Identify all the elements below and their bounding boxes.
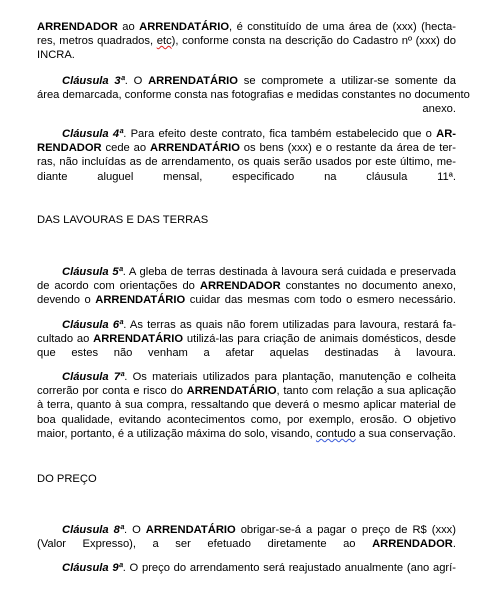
text-fragment: . Para efeito deste contrato, fica também estabelecido que o [123,128,437,140]
text-line [37,88,470,102]
text-fragment: cuidar das mesmas com todo o esmero necessário. [185,294,456,307]
party-name: ARRENDATÁRIO [150,142,240,155]
clause-number: Cláusula 8ª [62,524,124,536]
clause-number: Cláusula 6ª [62,319,124,331]
text-line [37,102,456,116]
text-fragment: que estes não venham a afetar aquelas destinadas à lavoura. [37,347,456,360]
text-fragment: os bens (xxx) e o restante da área de ter- [239,142,456,155]
party-name: ARRENDADOR [199,280,281,293]
text-fragment: . A gleba de terras destinada à lavoura será cuidada e preservada [122,266,456,278]
text-fragment: res, metros quadrados, [37,35,157,48]
text-line [37,34,456,48]
party-name: ARRENDATÁRIO [148,75,238,87]
spelling-error-word[interactable]: etc [156,35,172,48]
text-line [37,155,456,169]
party-name: ARRENDATÁRIO [186,385,277,398]
text-fragment: ras, não incluídas as de arrendamento, os quais serão usados por este último, me- [37,156,456,169]
paragraph-clause-8 [37,523,456,551]
text-fragment: devendo o [37,294,96,307]
text-line [37,427,456,441]
text-fragment: correrão por conta e risco do [37,385,187,398]
text-line [37,370,456,384]
paragraph-clause-3 [37,74,470,117]
text-fragment: anexo. [422,103,456,116]
text-fragment: maior, portanto, é a utilização máxima do solo, visando, [37,427,316,440]
text-line [37,537,456,551]
text-fragment: constantes no documento anexo, [280,280,456,293]
paragraph-clause-4 [37,127,456,184]
text-line [37,413,456,427]
party-name: ARRENDATÁRIO [145,524,236,536]
text-fragment: utilizá-las para criação de animais domésticos, desde [183,333,456,346]
clause-number: Cláusula 4ª [62,128,124,140]
text-fragment: . O preço do arrendamento será reajustado anualmente (ano agrí- [122,562,456,574]
text-fragment: diante aluguel mensal, especificado na cláusula 11ª. [37,170,456,183]
text-fragment: , é constituído de uma área de (xxx) (hecta- [229,21,456,33]
text-line [37,265,456,279]
text-fragment: de acordo com orientações do [37,280,200,293]
clause-number: Cláusula 9ª [62,562,123,574]
text-fragment: se compromete a utilizar-se somente da [238,75,456,87]
text-fragment: cultado ao [37,333,94,346]
text-line [37,293,456,307]
section-heading-preco: DO PREÇO [37,473,97,485]
text-line [37,332,456,346]
paragraph-clause-9 [37,561,456,575]
party-name: ARRENDATÁRIO [95,294,186,307]
text-line [37,346,456,360]
text-line [37,318,456,332]
paragraph-intro [37,20,456,63]
text-line [37,48,456,62]
section-heading-lavouras: DAS LAVOURAS E DAS TERRAS [37,214,209,226]
text-line [37,523,456,537]
text-fragment: . As terras as quais não forem utilizadas para lavoura, restará fa- [123,319,456,331]
paragraph-clause-6 [37,318,456,361]
text-line [37,170,456,184]
text-line [37,127,456,141]
text-fragment: . [452,538,456,551]
text-fragment: a sua conservação. [355,427,457,440]
paragraph-clause-5 [37,265,456,308]
text-line [37,561,456,575]
text-fragment: ao [117,21,140,33]
text-fragment: , tanto com relação a sua aplicação [276,385,456,398]
party-name: ARRENDATÁRIO [139,21,230,33]
grammar-flag-word[interactable]: contudo [315,427,356,440]
party-name: ARRENDADOR [372,538,453,551]
party-name: RENDADOR [37,142,102,155]
text-line [37,20,456,34]
clause-number: Cláusula 5ª [62,266,123,278]
text-fragment: . Os materiais utilizados para plantação, manutenção e colheita [124,371,457,383]
paragraph-clause-7 [37,370,456,441]
text-fragment: cede ao [101,142,150,155]
text-line [37,398,456,412]
text-fragment: (Valor Expresso), a ser efetuado diretamente ao [37,538,373,551]
clause-number: Cláusula 3ª [62,75,125,87]
text-line [37,384,456,398]
text-fragment: ), conforme consta na descrição do Cadastro nº (xxx) do [171,35,456,48]
text-line [37,74,456,88]
text-fragment: INCRA. [37,49,75,62]
party-name: ARRENDATÁRIO [93,333,184,346]
text-line [37,141,456,155]
text-fragment: . O [124,75,149,87]
text-fragment: obrigar-se-á a pagar o preço de R$ (xxx) [235,524,456,536]
text-fragment: área demarcada, conforme consta nas fotografias e medidas constantes no documento [37,89,470,102]
clause-number: Cláusula 7ª [62,371,125,383]
party-name: AR- [436,128,456,140]
text-fragment: à terra, quanto à sua compra, ressaltando que deverá o mesmo aplicar material de [37,399,456,412]
text-fragment: boa qualidade, evitando acontecimentos como, por exemplo, erosão. O objetivo [37,413,456,426]
party-name: ARRENDADOR [37,21,118,33]
text-line [37,279,456,293]
text-fragment: . O [124,524,146,536]
